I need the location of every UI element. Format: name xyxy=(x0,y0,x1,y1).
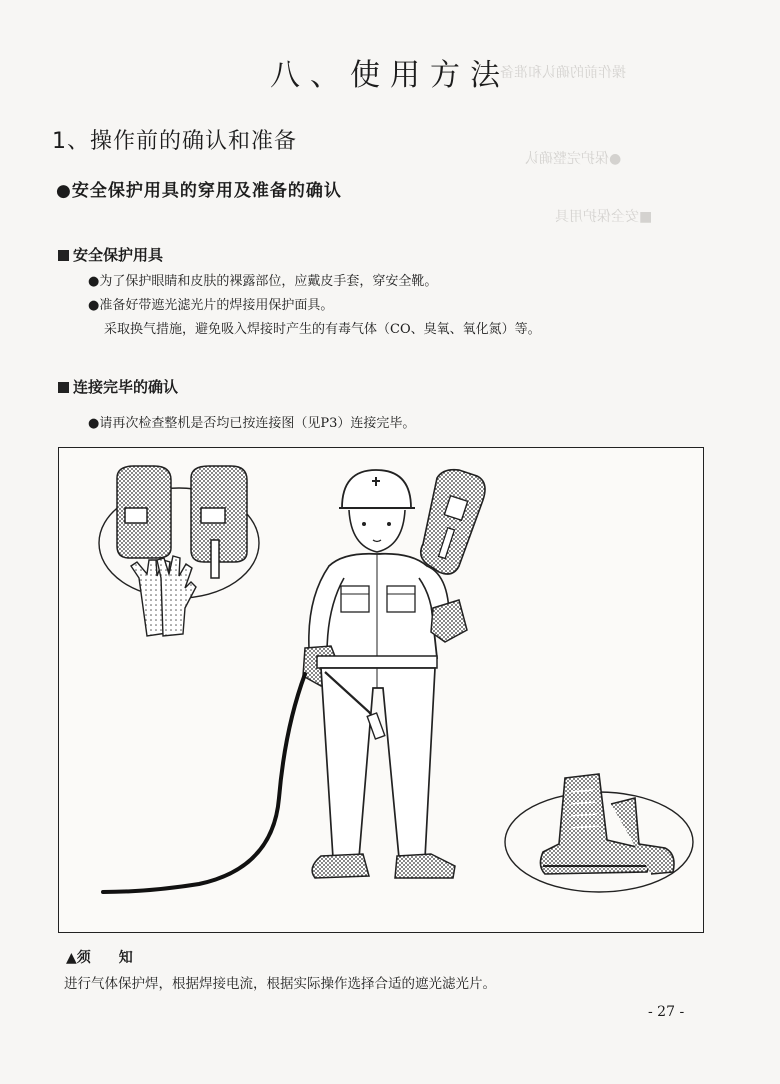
welding-masks-and-gloves xyxy=(99,466,259,636)
notice-title: ▲须 知 xyxy=(66,950,133,966)
torch-cable xyxy=(103,674,305,892)
subsection-title: ●安全保护用具的穿用及准备的确认 xyxy=(56,181,342,201)
connection-check-item: ●请再次检查整机是否均已按连接图（见P3）连接完毕。 xyxy=(88,416,416,431)
safety-boots xyxy=(505,774,693,892)
safety-gear-heading xyxy=(58,244,163,265)
section-title: 1、操作前的确认和准备 xyxy=(52,129,297,154)
safety-gear-heading-text: 安全保护用具 xyxy=(73,246,164,264)
square-bullet-icon xyxy=(58,250,69,261)
square-bullet-icon xyxy=(58,382,69,393)
page-number: - 27 - xyxy=(648,1004,685,1020)
safety-gear-item-2: ●准备好带遮光滤光片的焊接用保护面具。 xyxy=(88,298,334,313)
welder-illustration-svg xyxy=(59,448,703,932)
welder-illustration xyxy=(58,447,704,933)
notice-text: 进行气体保护焊，根据焊接电流，根据实际操作选择合适的遮光滤光片。 xyxy=(64,976,496,992)
chapter-title: 八、使用方法 xyxy=(270,58,510,93)
safety-gear-item-1: ●为了保护眼睛和皮肤的裸露部位，应戴皮手套，穿安全靴。 xyxy=(88,274,438,289)
connection-check-heading-text: 连接完毕的确认 xyxy=(73,378,179,396)
safety-gear-note: 采取换气措施，避免吸入焊接时产生的有毒气体（CO、臭氧、氧化氮）等。 xyxy=(104,322,541,337)
connection-check-heading xyxy=(58,376,178,397)
welder-figure xyxy=(303,470,485,878)
